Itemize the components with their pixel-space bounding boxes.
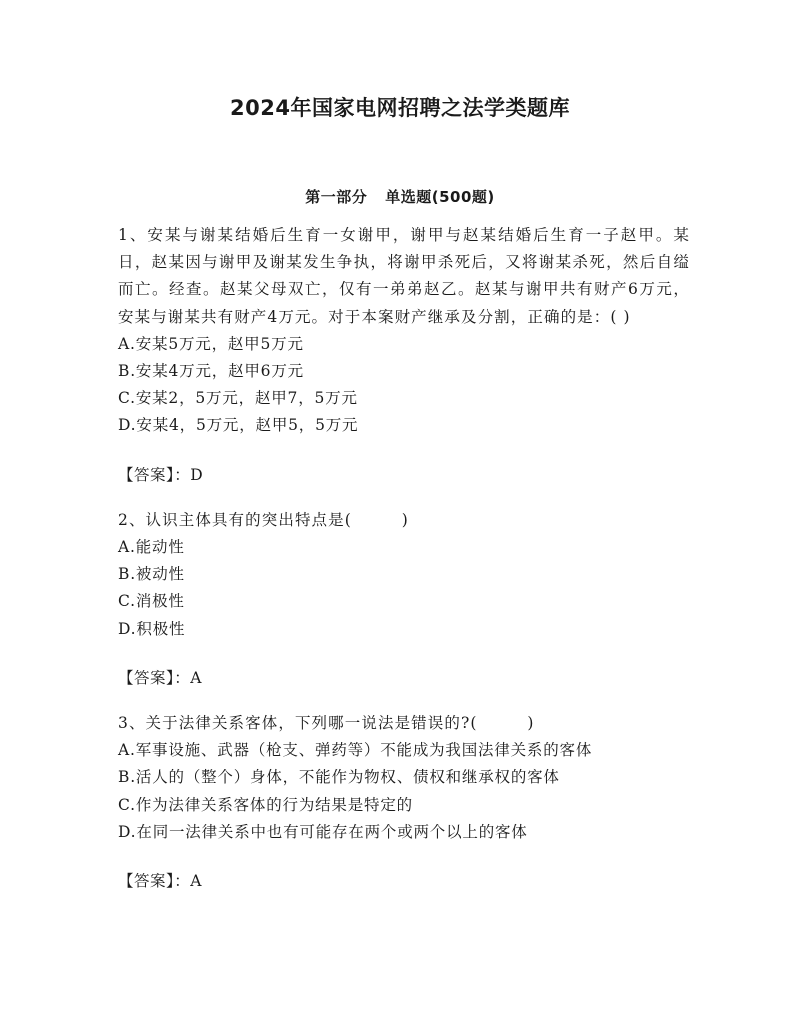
- option-d: D.积极性: [118, 619, 186, 638]
- question-stem: 2、认识主体具有的突出特点是( ): [118, 510, 409, 529]
- answer-value: ：A: [174, 668, 202, 687]
- answer-line: [118, 462, 690, 489]
- question-item: [118, 507, 690, 692]
- option-b: B.活人的（整个）身体，不能作为物权、债权和继承权的客体: [118, 768, 560, 787]
- answer-label: 【答案】: [118, 465, 175, 484]
- option-c: C.安某2，5万元，赵甲7，5万元: [118, 389, 358, 408]
- option-a: A.军事设施、武器（枪支、弹药等）不能成为我国法律关系的客体: [118, 741, 593, 760]
- answer-label: 【答案】: [118, 668, 175, 687]
- answer-value: ：D: [174, 465, 204, 484]
- option-a: A.安某5万元，赵甲5万元: [118, 334, 304, 353]
- question-item: [118, 222, 690, 489]
- option-b: B.安某4万元，赵甲6万元: [118, 362, 304, 381]
- option-a: A.能动性: [118, 538, 185, 557]
- section-part: 第一部分: [305, 188, 368, 206]
- option-d: D.安某4，5万元，赵甲5，5万元: [118, 416, 359, 435]
- question-stem: 1、安某与谢某结婚后生育一女谢甲，谢甲与赵某结婚后生育一子赵甲。某日，赵某因与谢甲及谢某发生争执，将谢甲杀死后，又将谢某杀死，然后自缢而亡。经查。赵某父母双亡，仅有一弟弟赵乙。赵某与谢甲共有财产6万元，安某与谢某共有财产4万元。对于本案财产继承及分割，正确的是：( ): [118, 226, 690, 326]
- document-title: 2024年国家电网招聘之法学类题库: [230, 96, 570, 120]
- option-d: D.在同一法律关系中也有可能存在两个或两个以上的客体: [118, 822, 528, 841]
- question-stem: 3、关于法律关系客体，下列哪一说法是错误的?( ): [118, 714, 535, 733]
- option-c: C.消极性: [118, 592, 185, 611]
- answer-line: [118, 665, 690, 692]
- answer-value: ：A: [174, 872, 202, 891]
- option-b: B.被动性: [118, 565, 185, 584]
- section-name: 单选题(500题): [385, 188, 495, 206]
- question-item: [118, 710, 690, 895]
- answer-line: [118, 868, 690, 895]
- answer-label: 【答案】: [118, 872, 175, 891]
- question-list: [118, 222, 690, 913]
- section-heading: [0, 186, 800, 207]
- option-c: C.作为法律关系客体的行为结果是特定的: [118, 795, 413, 814]
